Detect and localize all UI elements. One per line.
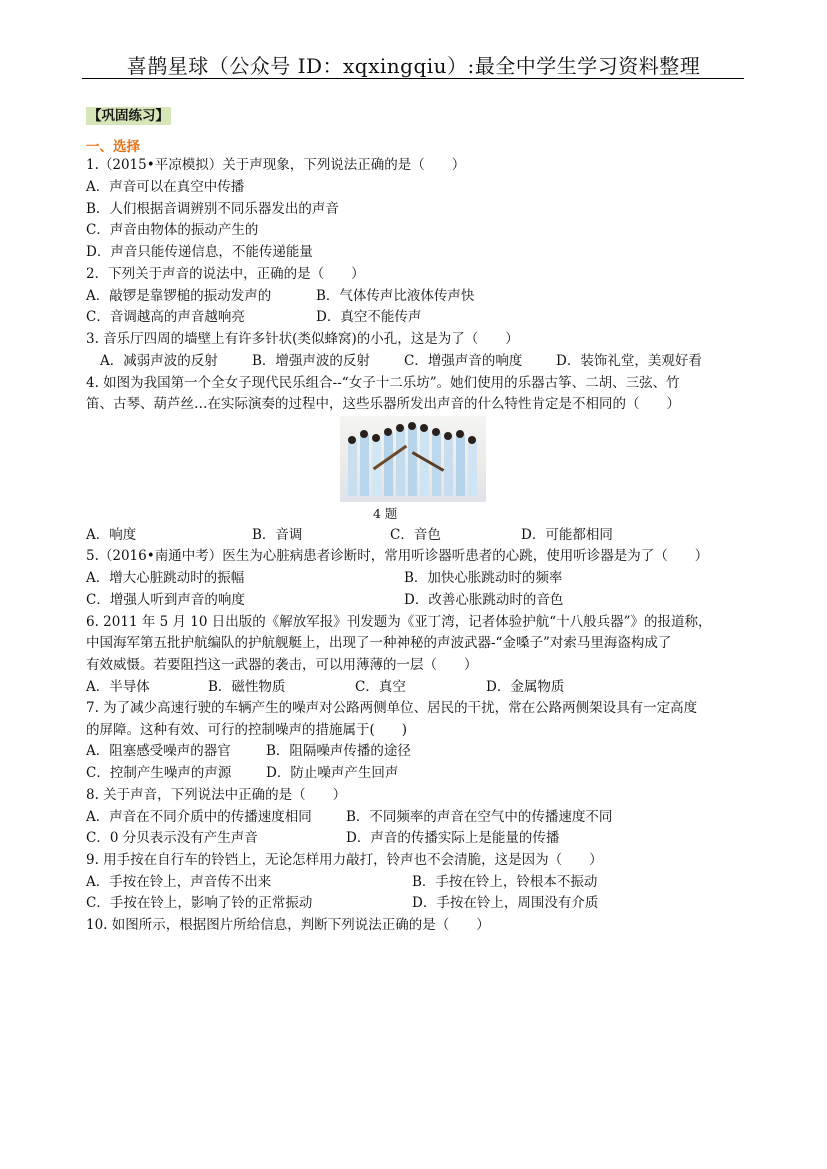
page-header-title: 喜鹊星球（公众号 ID：xqxingqiu）:最全中学生学习资料整理 <box>126 54 701 78</box>
question-9-stem: 9. 用手按在自行车的铃铛上，无论怎样用力敲打，铃声也不会清脆，这是因为（ ） <box>86 852 603 868</box>
question-6-option-d: D．金属物质 <box>486 679 565 695</box>
question-2-option-b: B．气体传声比液体传声快 <box>316 288 475 304</box>
question-7-stem-line1: 7. 为了减少高速行驶的车辆产生的噪声对公路两侧单位、居民的干扰，常在公路两侧架设具有一定高度 <box>86 700 698 716</box>
question-3-option-d: D．装饰礼堂，美观好看 <box>556 353 702 369</box>
section-tag: 【巩固练习】 <box>88 108 169 124</box>
question-2-option-d: D．真空不能传声 <box>316 309 422 325</box>
header-divider <box>82 78 744 79</box>
question-8-option-d: D．声音的传播实际上是能量的传播 <box>346 830 560 846</box>
question-1-option-c: C．声音由物体的振动产生的 <box>86 222 259 238</box>
question-6-option-c: C．真空 <box>355 679 406 695</box>
question-4-stem-line2: 笛、古琴、葫芦丝…在实际演奏的过程中，这些乐器所发出声音的什么特性肯定是不相同的（ ） <box>86 396 680 412</box>
question-2-option-a: A．敲锣是靠锣槌的振动发声的 <box>86 288 272 304</box>
question-3-stem: 3. 音乐厅四周的墙壁上有许多针状(类似蜂窝)的小孔，这是为了（ ） <box>86 331 519 347</box>
part-title: 一、选择 <box>86 139 140 155</box>
question-3-option-b: B．增强声波的反射 <box>252 353 370 369</box>
question-10-stem: 10. 如图所示，根据图片所给信息，判断下列说法正确的是（ ） <box>86 917 490 933</box>
question-5-option-c: C．增强人听到声音的响度 <box>86 592 245 608</box>
question-7-option-c: C．控制产生噪声的声源 <box>86 765 232 781</box>
question-7-option-b: B．阻隔噪声传播的途径 <box>266 743 411 759</box>
question-3-option-c: C．增强声音的响度 <box>404 353 523 369</box>
question-1-option-a: A．声音可以在真空中传播 <box>86 179 245 195</box>
question-9-option-d: D．手按在铃上，周围没有介质 <box>412 895 599 911</box>
question-6-option-a: A．半导体 <box>86 679 150 695</box>
question-3-option-a: A．减弱声波的反射 <box>100 353 218 369</box>
question-8-option-a: A．声音在不同介质中的传播速度相同 <box>86 809 312 825</box>
question-2-stem: 2．下列关于声音的说法中，正确的是（ ） <box>86 266 365 282</box>
question-9-option-a: A．手按在铃上，声音传不出来 <box>86 874 272 890</box>
question-7-option-d: D．防止噪声产生回声 <box>266 765 399 781</box>
question-5-option-a: A．增大心脏跳动时的振幅 <box>86 570 245 586</box>
question-5-option-b: B．加快心胀跳动时的频率 <box>404 570 563 586</box>
question-6-stem-line1: 6. 2011 年 5 月 10 日出版的《解放军报》刊发题为《亚丁湾，记者体验护航“十八般兵器”》的报道称， <box>86 614 712 630</box>
question-8-option-c: C．0 分贝表示没有产生声音 <box>86 830 258 846</box>
question-7-stem-line2: 的屏障。这种有效、可行的控制噪声的措施属于( ) <box>86 722 408 738</box>
question-4-option-a: A．响度 <box>86 527 137 543</box>
figure-caption: 4 题 <box>373 506 398 521</box>
question-8-option-b: B．不同频率的声音在空气中的传播速度不同 <box>346 809 613 825</box>
question-2-option-c: C．音调越高的声音越响亮 <box>86 309 245 325</box>
question-1-stem: 1.（2015•平凉模拟）关于声现象，下列说法正确的是（ ） <box>86 157 466 173</box>
question-7-option-a: A．阻塞感受噪声的器官 <box>86 743 231 759</box>
question-6-stem-line3: 有效威慑。若要阻挡这一武器的袭击，可以用薄薄的一层（ ） <box>86 657 478 673</box>
question-1-option-d: D．声音只能传递信息，不能传递能量 <box>86 244 313 260</box>
question-4-option-d: D．可能都相同 <box>521 527 613 543</box>
question-5-stem: 5.（2016•南通中考）医生为心脏病患者诊断时，常用听诊器听患者的心跳，使用听诊器是为了（ ） <box>86 548 709 564</box>
question-6-option-b: B．磁性物质 <box>208 679 286 695</box>
question-5-option-d: D．改善心胀跳动时的音色 <box>404 592 564 608</box>
question-9-option-c: C．手按在铃上，影响了铃的正常振动 <box>86 895 313 911</box>
question-4-option-b: B．音调 <box>252 527 303 543</box>
question-4-stem-line1: 4. 如图为我国第一个全女子现代民乐组合--“女子十二乐坊”。她们使用的乐器古筝、二胡、三弦、竹 <box>86 375 680 391</box>
music-ensemble-photo <box>340 416 486 502</box>
question-6-stem-line2: 中国海军第五批护航编队的护航舰艇上，出现了一种神秘的声波武器-“金嗓子”对索马里海盗构成了 <box>86 635 672 651</box>
question-1-option-b: B．人们根据音调辨别不同乐器发出的声音 <box>86 201 339 217</box>
question-9-option-b: B．手按在铃上，铃根本不振动 <box>412 874 598 890</box>
question-8-stem: 8. 关于声音，下列说法中正确的是（ ） <box>86 787 347 803</box>
question-4-option-c: C．音色 <box>390 527 441 543</box>
